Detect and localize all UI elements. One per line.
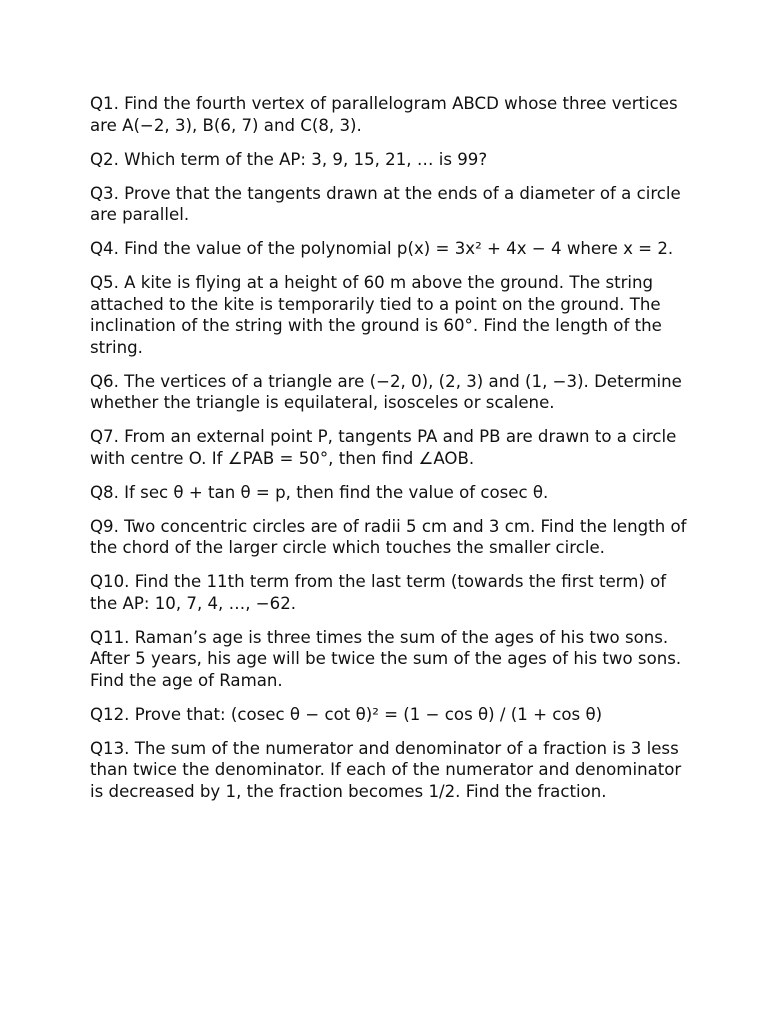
- question-2: Q2. Which term of the AP: 3, 9, 15, 21, … is 99?: [90, 149, 488, 169]
- question-13: Q13. The sum of the numerator and denominator of a fraction is 3 less than twice the denominator. If each of the numerator and denominator is decreased by 1, the fraction becomes 1/2. Find the fraction.: [90, 738, 682, 801]
- question-8: Q8. If sec θ + tan θ = p, then find the value of cosec θ.: [90, 482, 549, 502]
- question-9: Q9. Two concentric circles are of radii 5 cm and 3 cm. Find the length of the chord of the larger circle which touches the smaller circle.: [90, 516, 687, 557]
- question-3: Q3. Prove that the tangents drawn at the ends of a diameter of a circle are parallel.: [90, 183, 681, 224]
- question-5: Q5. A kite is flying at a height of 60 m above the ground. The string attached to the kite is temporarily tied to a point on the ground. The inclination of the string with the ground is 60°. Find the length of the string.: [90, 273, 662, 357]
- question-12: Q12. Prove that: (cosec θ − cot θ)² = (1 − cos θ) / (1 + cos θ): [90, 704, 603, 724]
- question-11: Q11. Raman’s age is three times the sum of the ages of his two sons. After 5 years, his age will be twice the sum of the ages of his two sons. Find the age of Raman.: [90, 627, 682, 690]
- question-6: Q6. The vertices of a triangle are (−2, 0), (2, 3) and (1, −3). Determine whether the triangle is equilateral, isosceles or scalene.: [90, 371, 682, 412]
- question-10: Q10. Find the 11th term from the last term (towards the first term) of the AP: 10, 7, 4, …, −62.: [90, 572, 667, 613]
- question-7: Q7. From an external point P, tangents PA and PB are drawn to a circle with centre O. If ∠PAB = 50°, then find ∠AOB.: [90, 427, 677, 468]
- question-1: Q1. Find the fourth vertex of parallelogram ABCD whose three vertices are A(−2, 3), B(6, 7) and C(8, 3).: [90, 94, 678, 135]
- question-4: Q4. Find the value of the polynomial p(x) = 3x² + 4x − 4 where x = 2.: [90, 239, 674, 258]
- question-list: [90, 93, 690, 815]
